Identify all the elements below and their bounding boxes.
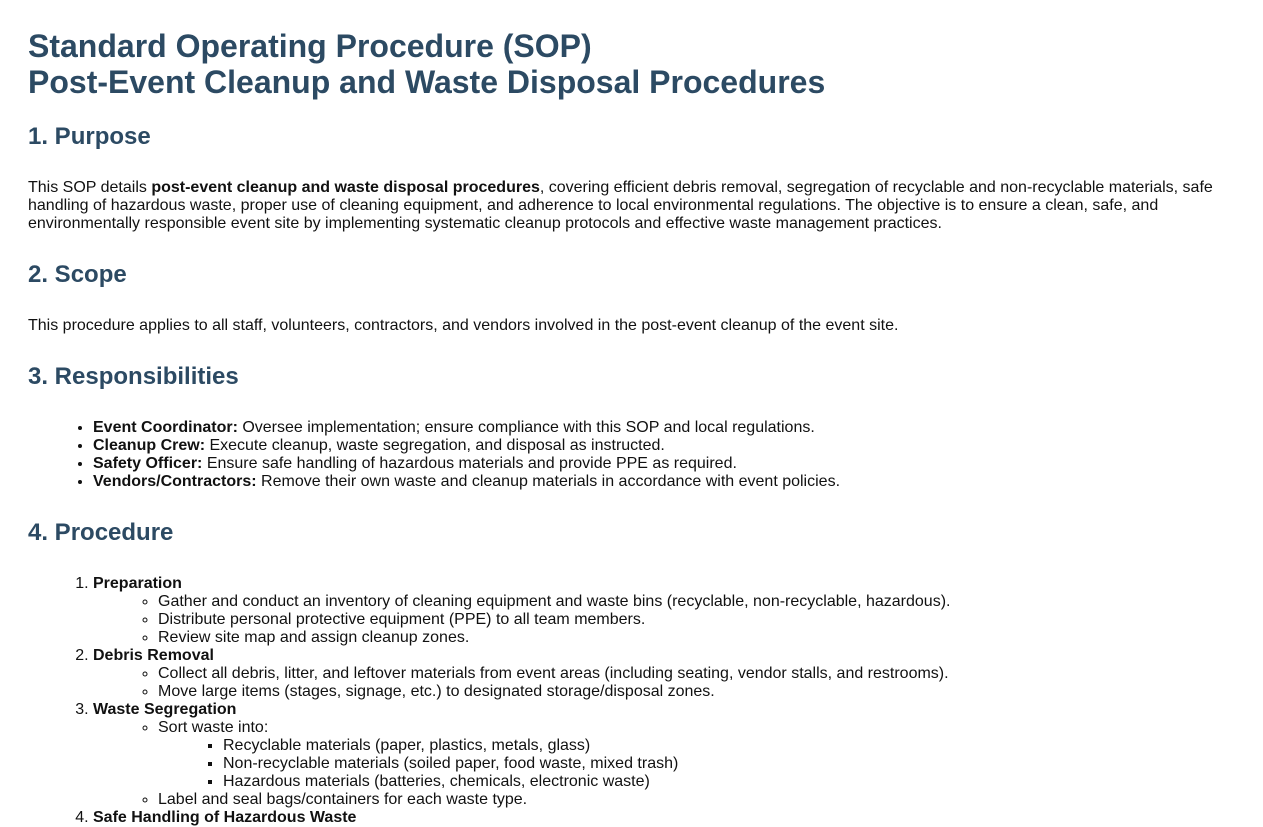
step-title: Waste Segregation: [93, 701, 237, 718]
waste-category: ▪ Recyclable materials (paper, plastics, metals, glass): [223, 737, 1235, 755]
step-items: [93, 593, 1235, 647]
step-title: Preparation: [93, 575, 182, 592]
responsibility-item: [93, 419, 1235, 437]
step-item: ◦ Label and seal bags/containers for each waste type.: [158, 791, 1235, 809]
responsibility-role: Cleanup Crew:: [93, 437, 206, 454]
responsibility-desc: Ensure safe handling of hazardous materials and provide PPE as required.: [202, 455, 737, 472]
step-item: ◦ Move large items (stages, signage, etc.) to designated storage/disposal zones.: [158, 683, 1235, 701]
step-item: [158, 719, 1235, 791]
responsibility-item: [93, 455, 1235, 473]
step-title: Safe Handling of Hazardous Waste: [93, 809, 357, 826]
purpose-text-after: , covering efficient debris removal, segregation of recyclable and non-recyclable materials, safe handling of hazardous waste, proper use of cleaning equipment, and adherence to local environmental regulations. The objective is to ensure a clean, safe, and environmentally responsible event site by implementing systematic cleanup protocols and effective waste management practices.: [28, 179, 1213, 232]
sort-label: Sort waste into:: [158, 719, 269, 736]
procedure-heading: 4. Procedure: [28, 519, 174, 546]
procedure-step: [93, 809, 1235, 827]
purpose-text-bold: post-event cleanup and waste disposal procedures: [151, 179, 540, 196]
responsibility-role: Vendors/Contractors:: [93, 473, 257, 490]
responsibility-item: [93, 437, 1235, 455]
purpose-text-before: This SOP details: [28, 179, 152, 196]
responsibility-role: Event Coordinator:: [93, 419, 238, 436]
step-item: ◦ Review site map and assign cleanup zones.: [158, 629, 1235, 647]
title-line-1: Standard Operating Procedure (SOP): [28, 28, 592, 64]
step-items: [93, 719, 1235, 809]
responsibility-role: Safety Officer:: [93, 455, 203, 472]
procedure-step: [93, 701, 1235, 809]
responsibilities-list: [28, 419, 1235, 491]
step-item: ◦ Collect all debris, litter, and leftover materials from event areas (including seating, vendor stalls, and restrooms).: [158, 665, 1235, 683]
purpose-text: [28, 179, 1235, 233]
responsibility-desc: Execute cleanup, waste segregation, and disposal as instructed.: [205, 437, 665, 454]
waste-category: ▪ Hazardous materials (batteries, chemicals, electronic waste): [223, 773, 1235, 791]
responsibility-item: [93, 473, 1235, 491]
procedure-step: [93, 575, 1235, 647]
purpose-heading: 1. Purpose: [28, 123, 151, 150]
responsibilities-heading: 3. Responsibilities: [28, 363, 239, 390]
waste-categories: [158, 737, 1235, 791]
scope-text: This procedure applies to all staff, volunteers, contractors, and vendors involved in the post-event cleanup of the event site.: [28, 317, 899, 334]
step-items: [93, 665, 1235, 701]
procedure-step: [93, 647, 1235, 701]
step-item: ◦ Distribute personal protective equipment (PPE) to all team members.: [158, 611, 1235, 629]
scope-heading: 2. Scope: [28, 261, 127, 288]
title-line-2: Post-Event Cleanup and Waste Disposal Procedures: [28, 64, 826, 100]
responsibility-desc: Remove their own waste and cleanup materials in accordance with event policies.: [256, 473, 841, 490]
page-title: [28, 28, 1235, 100]
step-title: Debris Removal: [93, 647, 214, 664]
step-item: ◦ Gather and conduct an inventory of cleaning equipment and waste bins (recyclable, non-recyclable, hazardous).: [158, 593, 1235, 611]
responsibility-desc: Oversee implementation; ensure compliance with this SOP and local regulations.: [237, 419, 815, 436]
waste-category: ▪ Non-recyclable materials (soiled paper, food waste, mixed trash): [223, 755, 1235, 773]
procedure-steps: [28, 575, 1235, 827]
